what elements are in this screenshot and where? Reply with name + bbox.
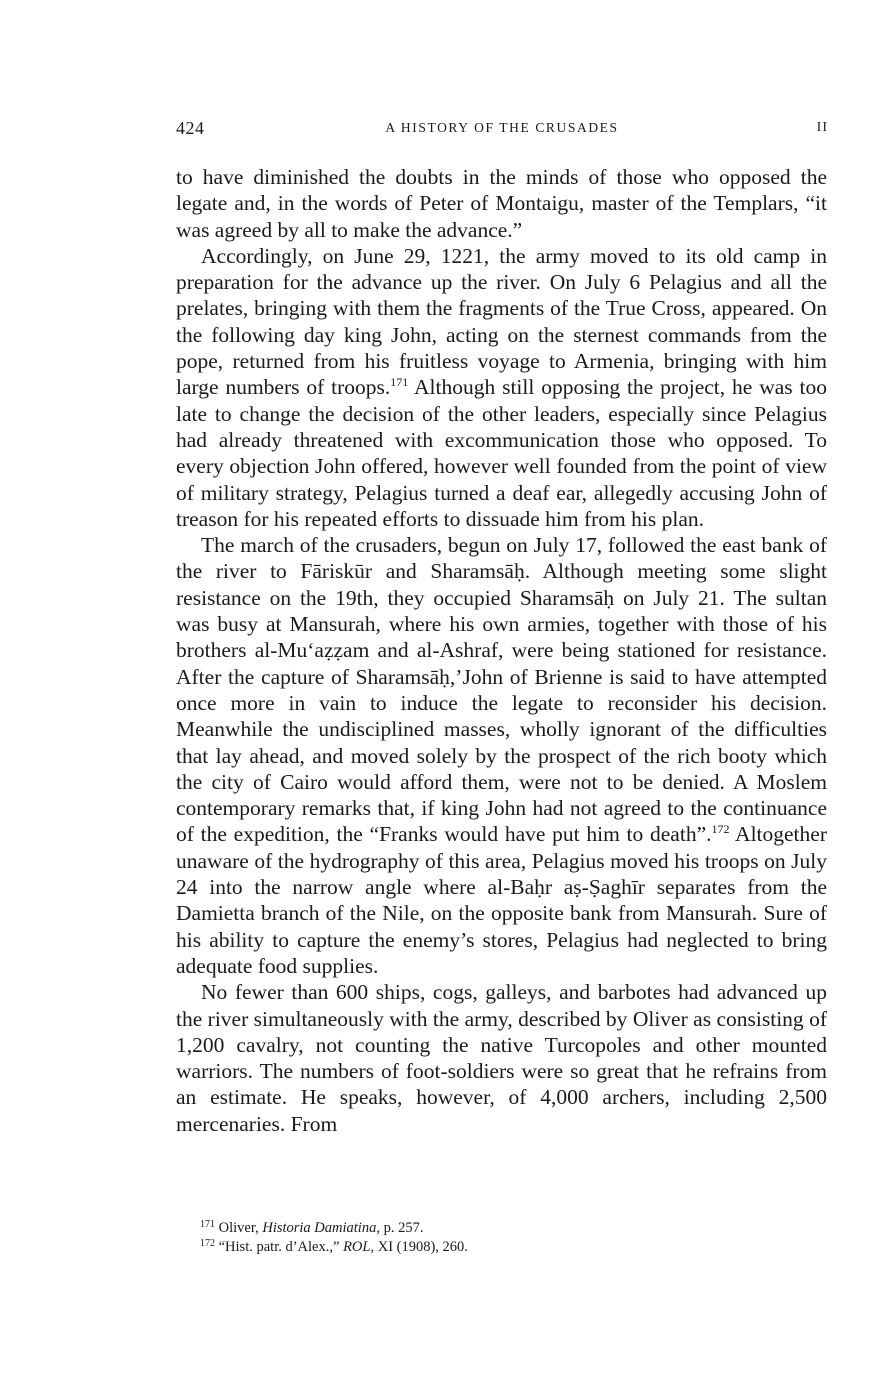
- footnotes: [176, 1219, 827, 1257]
- footnote-title: Historia Damiatina: [262, 1220, 377, 1236]
- paragraph: [176, 243, 827, 532]
- footnote-text: , p. 257.: [376, 1220, 424, 1236]
- page-number: 424: [176, 118, 205, 138]
- running-head: [176, 118, 828, 142]
- footnote-number: 172: [200, 1238, 215, 1249]
- paragraph-text: Accordingly, on June 29, 1221, the army moved to its old camp in preparation for the advance up the river. On July 6 Pelagius and all the prelates, bringing with them the fragments of the True Cross, appeared. On the following day king John, acting on the sternest commands from the pope, returned from his fruitless voyage to Armenia, bringing with him large numbers of troops.: [176, 243, 827, 400]
- footnote-number: 171: [200, 1219, 215, 1230]
- paragraph-text: Although still opposing the project, he was too late to change the decision of the other leaders, especially since Pelagius had already threatened with excommunication those who opposed. To every objection John offered, however well founded from the point of view of military strategy, Pelagius turned a deaf ear, allegedly accusing John of treason for his repeated efforts to dissuade him from his plan.: [176, 375, 827, 531]
- paragraph: [176, 164, 827, 243]
- footnote-text: “Hist. patr. d’Alex.,”: [218, 1239, 344, 1255]
- footnote-text: Oliver,: [218, 1220, 263, 1236]
- paragraph-text: to have diminished the doubts in the minds of those who opposed the legate and, in the words of Peter of Montaigu, master of the Templars, “it was agreed by all to make the advance.”: [176, 165, 827, 242]
- paragraph: [176, 532, 827, 979]
- running-title: A HISTORY OF THE CRUSADES: [385, 120, 619, 135]
- footnote-text: , XI (1908), 260.: [370, 1239, 468, 1255]
- footnote-ref: 171: [390, 375, 409, 390]
- paragraph-text: No fewer than 600 ships, cogs, galleys, and barbotes had advanced up the river simultaneously with the army, described by Oliver as consisting of 1,200 cavalry, not counting the native Turcopoles and other mounted warriors. The numbers of foot-soldiers were so great that he refrains from an estimate. He speaks, however, of 4,000 archers, including 2,500 mercenaries. From: [176, 980, 827, 1136]
- paragraph: [176, 979, 827, 1137]
- paragraph-text: Altogether unaware of the hydrography of this area, Pelagius moved his troops on July 24 into the narrow angle where al-Baḥr aṣ-Ṣaghīr separates from the Damietta branch of the Nile, on the opposite bank from Mansurah. Sure of his ability to capture the enemy’s stores, Pelagius had neglected to bring adequate food supplies.: [176, 822, 827, 978]
- body-text: [176, 164, 827, 1137]
- paragraph-text: The march of the crusaders, begun on July 17, followed the east bank of the river to Fāriskūr and Sharamsāḥ. Although meeting some slight resistance on the 19th, they occupied Sharamsāḥ on July 21. The sultan was busy at Mansurah, where his own armies, together with those of his brothers al-Mu‘aẓẓam and al-Ashraf, were being stationed for resistance. After the capture of Sharamsāḥ,’John of Brienne is said to have attempted once more in vain to induce the legate to reconsider his decision. Meanwhile the undisciplined masses, wholly ignorant of the difficulties that lay ahead, and moved solely by the prospect of the rich booty which the city of Cairo would afford them, were not to be denied. A Moslem contemporary remarks that, if king John had not agreed to the continuance of the expedition, the “Franks would have put him to death”.: [176, 533, 827, 847]
- footnote: [176, 1238, 827, 1257]
- footnote: [176, 1219, 827, 1238]
- footnote-title: ROL: [343, 1239, 371, 1255]
- footnote-ref: 172: [711, 822, 730, 837]
- volume-number: II: [816, 120, 828, 135]
